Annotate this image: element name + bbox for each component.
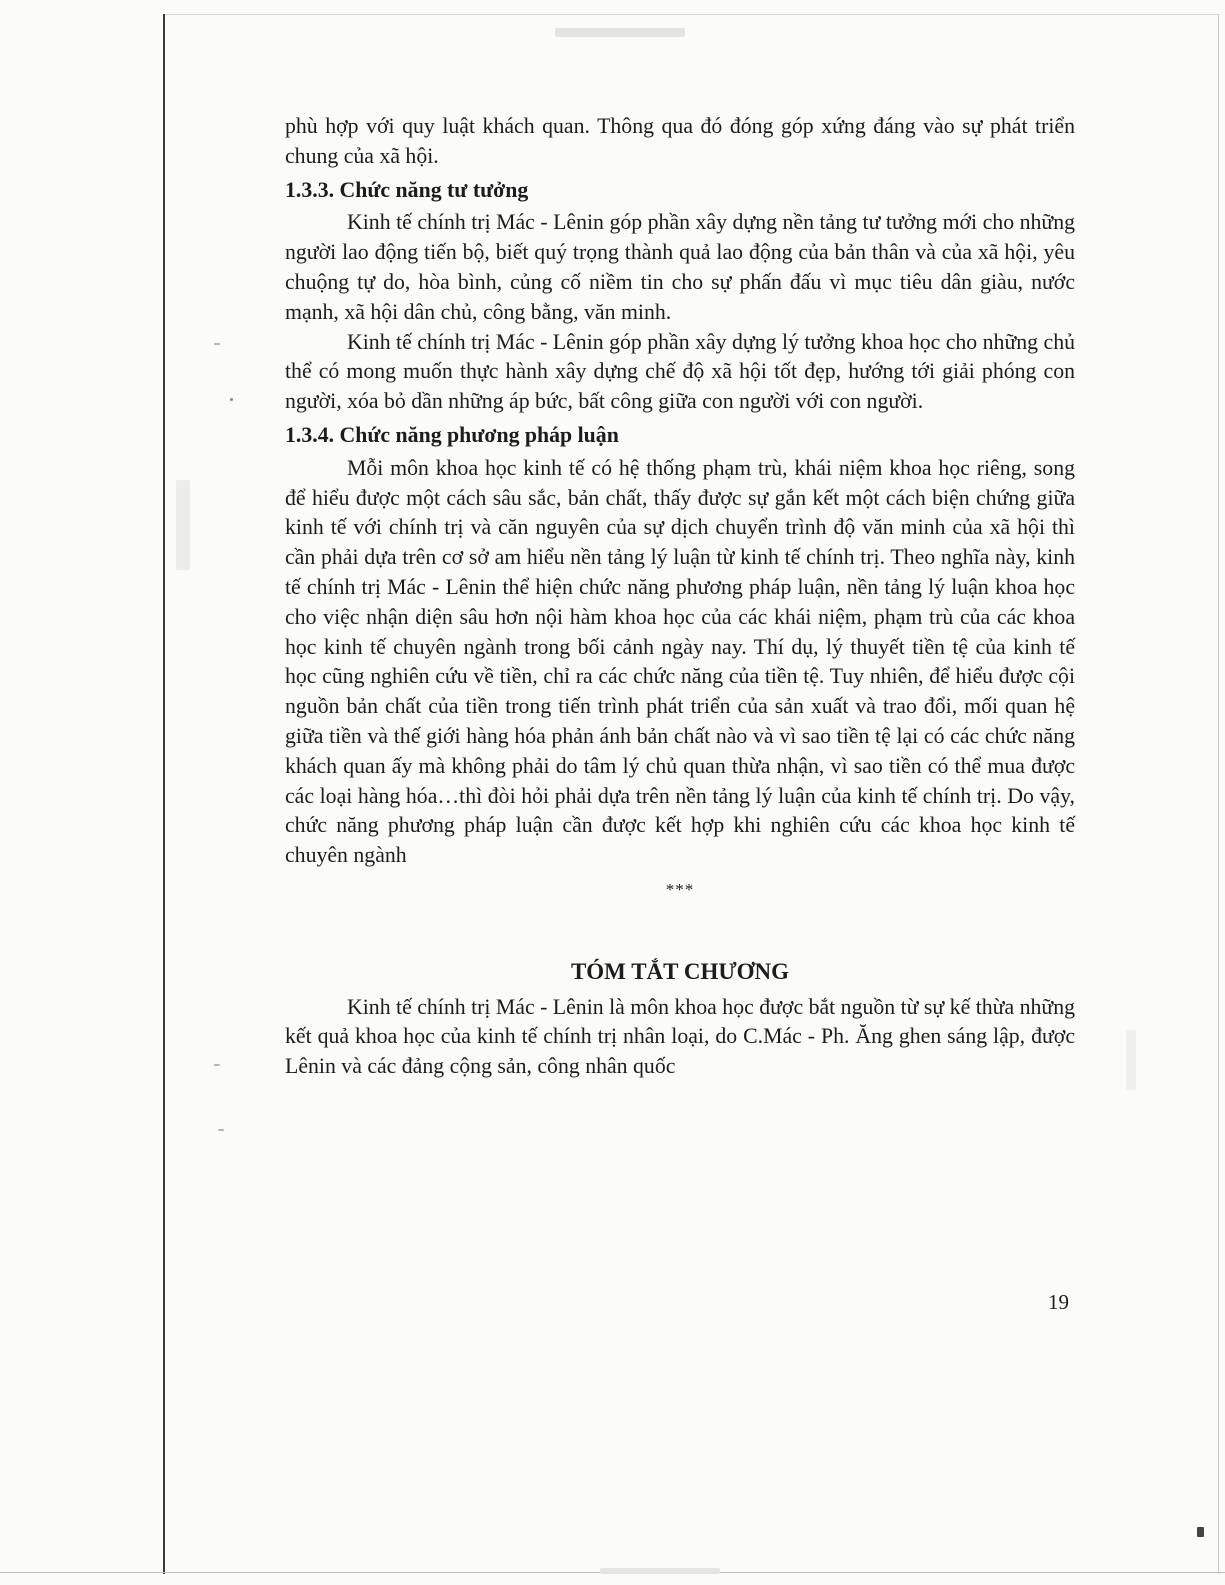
page-number: 19 [1048, 1290, 1069, 1314]
paragraph: Kinh tế chính trị Mác - Lênin góp phần xây dựng nền tảng tư tưởng mới cho những người lao động tiến bộ, biết quý trọng thành quả lao động của bản thân và của xã hội, yêu chuộng tự do, hòa bình, củng cố niềm tin cho sự phấn đấu vì mục tiêu dân giàu, nước mạnh, xã hội dân chủ, công bằng, văn minh. [285, 210, 1075, 324]
binding-edge [163, 14, 165, 1574]
binding-noise [176, 480, 190, 570]
footer-bleed-through [600, 1568, 720, 1574]
scan-speck [230, 398, 233, 401]
summary-paragraph: Kinh tế chính trị Mác - Lênin là môn khoa học được bắt nguồn từ sự kế thừa những kết quả khoa học của kinh tế chính trị nhân loại, do C.Mác - Ph. Ăng ghen sáng lập, được Lênin và các đảng cộng sản, công nhân quốc [285, 994, 1075, 1079]
section-heading-1-3-3: 1.3.3. Chức năng tư tưởng [285, 177, 529, 202]
chapter-summary-title: TÓM TẮT CHƯƠNG [570, 958, 790, 984]
intro-paragraph: phù hợp với quy luật khách quan. Thông qua đó đóng góp xứng đáng vào sự phát triển chung của xã hội. [285, 114, 1075, 168]
margin-noise [1126, 1030, 1136, 1090]
scan-speck [218, 1129, 224, 1131]
scan-speck [214, 343, 220, 345]
paragraph: Kinh tế chính trị Mác - Lênin góp phần xây dựng lý tưởng khoa học cho những chủ thể có mong muốn thực hành xây dựng chế độ xã hội tốt đẹp, hướng tới giải phóng con người, xóa bỏ dần những áp bức, bất công giữa con người với con người. [285, 329, 1075, 414]
body-text [285, 112, 1075, 1082]
section-heading-1-3-4: 1.3.4. Chức năng phương pháp luận [285, 422, 619, 447]
scan-speck [214, 1064, 220, 1066]
scan-speck [1197, 1527, 1204, 1537]
header-bleed-through [555, 28, 685, 37]
page-right-edge [1218, 14, 1219, 1574]
page-top-edge [163, 14, 1219, 15]
section-separator: *** [665, 879, 695, 899]
paragraph: Mỗi môn khoa học kinh tế có hệ thống phạm trù, khái niệm khoa học riêng, song để hiểu được một cách sâu sắc, bản chất, thấy được sự gắn kết một cách biện chứng giữa kinh tế với chính trị và căn nguyên của sự dịch chuyển trình độ văn minh của xã hội thì cần phải dựa trên cơ sở am hiểu nền tảng lý luận từ kinh tế chính trị. Theo nghĩa này, kinh tế chính trị Mác - Lênin thể hiện chức năng phương pháp luận, nền tảng lý luận khoa học cho việc nhận diện sâu hơn nội hàm khoa học của các khái niệm, phạm trù của các khoa học kinh tế chuyên ngành trong bối cảnh ngày nay. Thí dụ, lý thuyết tiền tệ của kinh tế học cũng nghiên cứu về tiền, chỉ ra các chức năng của tiền tệ. Tuy nhiên, để hiểu được cội nguồn bản chất của tiền trong tiến trình phát triển của sản xuất và trao đổi, mối quan hệ giữa tiền và thế giới hàng hóa phản ánh bản chất nào và vì sao tiền tệ lại có các chức năng khách quan ấy mà không phải do tâm lý chủ quan thừa nhận, vì sao tiền có thể mua được các loại hàng hóa…thì đòi hỏi phải dựa trên nền tảng lý luận của kinh tế chính trị. Do vậy, chức năng phương pháp luận cần được kết hợp khi nghiên cứu các khoa học kinh tế chuyên ngành [285, 455, 1075, 868]
